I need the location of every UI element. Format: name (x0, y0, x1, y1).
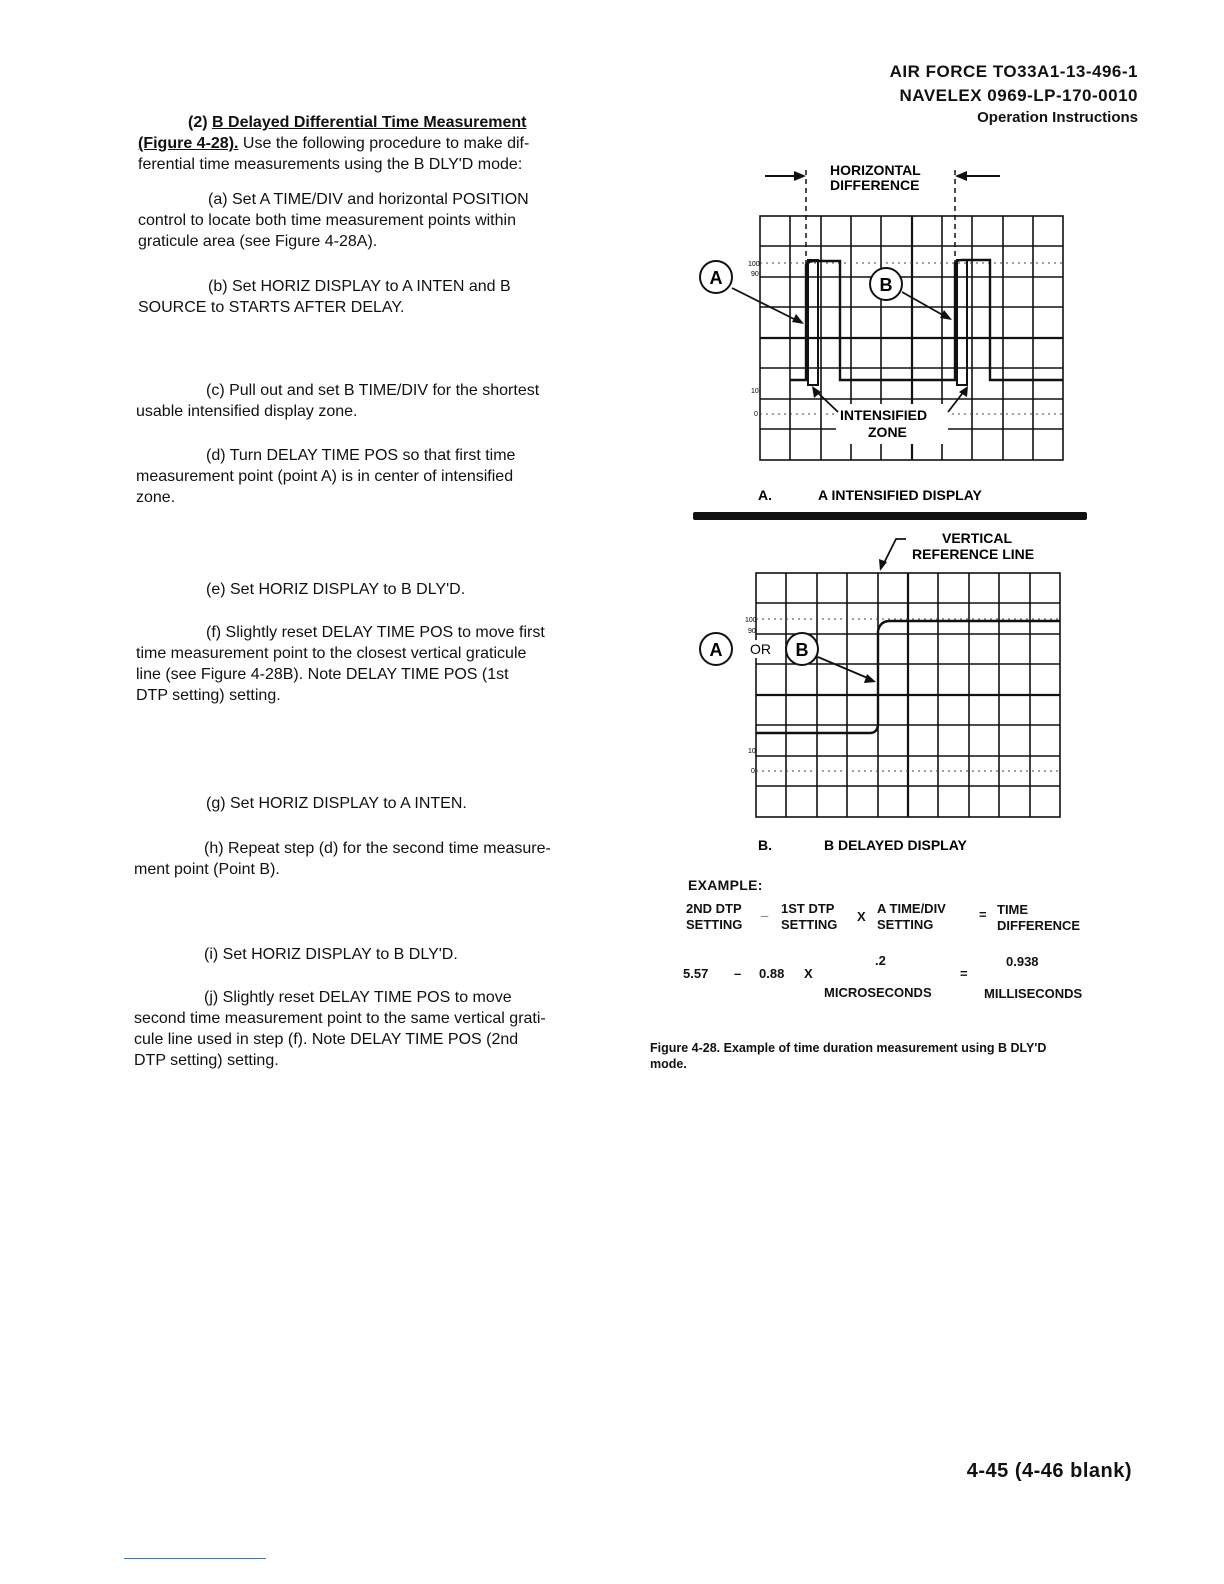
tick-label-90: 90 (751, 271, 759, 278)
label-difference: DIFFERENCE (830, 177, 920, 193)
example-col4-line2: DIFFERENCE (997, 918, 1081, 933)
step-line: DTP setting) setting. (134, 1052, 279, 1069)
label-zone: ZONE (868, 424, 907, 440)
example-value-result: 0.938 (1006, 954, 1039, 969)
example-col2-line1: 1ST DTP (781, 901, 835, 916)
point-b-arrowhead-b-icon (864, 674, 876, 683)
figure-caption-line1: Figure 4-28. Example of time duration measurement using B DLY'D (650, 1041, 1047, 1055)
step-line: (b) Set HORIZ DISPLAY to A INTEN and B (208, 278, 511, 295)
header-section-title: Operation Instructions (977, 109, 1138, 126)
step-a (138, 189, 608, 252)
step-line: (d) Turn DELAY TIME POS so that first time (206, 447, 516, 464)
example-col-2nd-dtp (686, 901, 742, 933)
figure-a-caption-letter: A. (758, 487, 772, 503)
example-value-minus: – (734, 966, 742, 981)
step-b (138, 276, 608, 318)
tick-label-b-90: 90 (748, 628, 756, 635)
step-line: (i) Set HORIZ DISPLAY to B DLY'D. (204, 946, 458, 963)
example-minus: _ (761, 903, 769, 918)
step-d (136, 445, 606, 508)
tick-label-b-100: 100 (745, 617, 757, 624)
example-col-time-difference (997, 902, 1080, 934)
step-line: (j) Slightly reset DELAY TIME POS to move (204, 989, 512, 1006)
label-vertical: VERTICAL (942, 530, 1012, 546)
tick-label-100: 100 (748, 261, 760, 268)
step-h (134, 838, 604, 880)
example-col1-line2: SETTING (686, 917, 743, 932)
figure-a-intensified-display (690, 150, 1090, 510)
tick-label-b-10: 10 (748, 748, 756, 755)
right-arrow-head-icon (955, 171, 967, 181)
step-line: SOURCE to STARTS AFTER DELAY. (138, 299, 405, 316)
step-i (134, 944, 604, 965)
figure-caption (650, 1040, 1140, 1072)
section-intro (138, 133, 608, 175)
section-heading (188, 112, 527, 133)
intro-line-2: ferential time measurements using the B DLY'D mode: (138, 156, 523, 173)
intensified-zone-2 (957, 260, 967, 385)
example-value-equals: = (960, 966, 968, 981)
step-line: zone. (136, 489, 176, 506)
step-line: second time measurement point to the same vertical grati- (134, 1010, 546, 1027)
header-doc-number-af: AIR FORCE TO33A1-13-496-1 (889, 62, 1138, 81)
example-times: X (857, 909, 866, 924)
bottom-rule (124, 1558, 266, 1559)
intensified-zone-1 (808, 260, 818, 385)
label-reference-line: REFERENCE LINE (912, 546, 1035, 562)
step-line: (a) Set A TIME/DIV and horizontal POSITION (208, 191, 529, 208)
example-unit-milliseconds: MILLISECONDS (984, 986, 1083, 1001)
label-intensified: INTENSIFIED (840, 407, 928, 423)
example-col3-line2: SETTING (877, 917, 934, 932)
point-a-label-b: A (709, 640, 723, 660)
tick-label-10: 10 (751, 388, 759, 395)
step-line: time measurement point to the closest vertical graticule (136, 645, 527, 662)
figure-caption-line2: mode. (650, 1057, 687, 1071)
example-value-2nd-dtp: 5.57 (683, 966, 709, 981)
intensified-arrow-left-icon (812, 386, 821, 398)
example-col-time-div (877, 901, 946, 933)
point-a-label: A (709, 268, 723, 288)
figure-b-caption-text: B DELAYED DISPLAY (824, 837, 967, 853)
left-arrow-head-icon (794, 171, 806, 181)
figure-b-delayed-display (690, 525, 1090, 865)
step-f (136, 622, 616, 706)
waveform-a (790, 260, 1063, 380)
step-line: (g) Set HORIZ DISPLAY to A INTEN. (206, 795, 467, 812)
step-line: line (see Figure 4-28B). Note DELAY TIME POS (1st (136, 666, 509, 683)
example-col3-line1: A TIME/DIV (877, 901, 946, 916)
step-line: measurement point (point A) is in center of intensified (136, 468, 514, 485)
step-line: (f) Slightly reset DELAY TIME POS to move first (206, 624, 545, 641)
step-line: graticule area (see Figure 4-28A). (138, 233, 378, 250)
figure-reference: (Figure 4-28). (138, 135, 239, 152)
example-value-times: X (804, 966, 813, 981)
page-number: 4-45 (4-46 blank) (966, 1460, 1132, 1482)
point-b-leader-b (818, 657, 870, 679)
example-equals: = (979, 907, 987, 922)
step-line: (e) Set HORIZ DISPLAY to B DLY'D. (206, 581, 466, 598)
example-value-1st-dtp: 0.88 (759, 966, 785, 981)
step-line: control to locate both time measurement points within (138, 212, 516, 229)
figure-b-caption-letter: B. (758, 837, 772, 853)
example-col1-line1: 2ND DTP (686, 901, 742, 916)
tick-label-b-0: 0 (751, 768, 755, 775)
section-number: (2) (188, 114, 208, 131)
point-b-label-b: B (795, 640, 809, 660)
step-line: ment point (Point B). (134, 861, 280, 878)
section-title: B Delayed Differential Time Measurement (212, 114, 527, 131)
point-b-leader (902, 292, 948, 318)
header-doc-number-navelex: NAVELEX 0969-LP-170-0010 (899, 86, 1138, 105)
example-title: EXAMPLE: (688, 877, 763, 893)
label-horizontal: HORIZONTAL (830, 162, 921, 178)
example-value-time-div: .2 (875, 953, 886, 968)
step-j (134, 987, 614, 1071)
example-col2-line2: SETTING (781, 917, 838, 932)
example-col4-line1: TIME (997, 902, 1029, 917)
step-g (136, 793, 606, 814)
tick-label-0: 0 (754, 411, 758, 418)
step-line: DTP setting) setting. (136, 687, 281, 704)
point-b-label: B (879, 275, 893, 295)
or-text: OR (750, 641, 771, 657)
step-c (136, 380, 606, 422)
intro-line-1: Use the following procedure to make dif- (242, 135, 530, 152)
example-unit-microseconds: MICROSECONDS (824, 985, 932, 1000)
step-line: (h) Repeat step (d) for the second time measure- (204, 840, 551, 857)
point-a-arrowhead-icon (792, 314, 804, 324)
example-col-1st-dtp (781, 901, 837, 933)
figure-a-caption-text: A INTENSIFIED DISPLAY (818, 487, 982, 503)
step-e (136, 579, 606, 600)
step-line: usable intensified display zone. (136, 403, 358, 420)
figure-divider (693, 512, 1087, 520)
step-line: cule line used in step (f). Note DELAY TIME POS (2nd (134, 1031, 519, 1048)
step-line: (c) Pull out and set B TIME/DIV for the shortest (206, 382, 540, 399)
